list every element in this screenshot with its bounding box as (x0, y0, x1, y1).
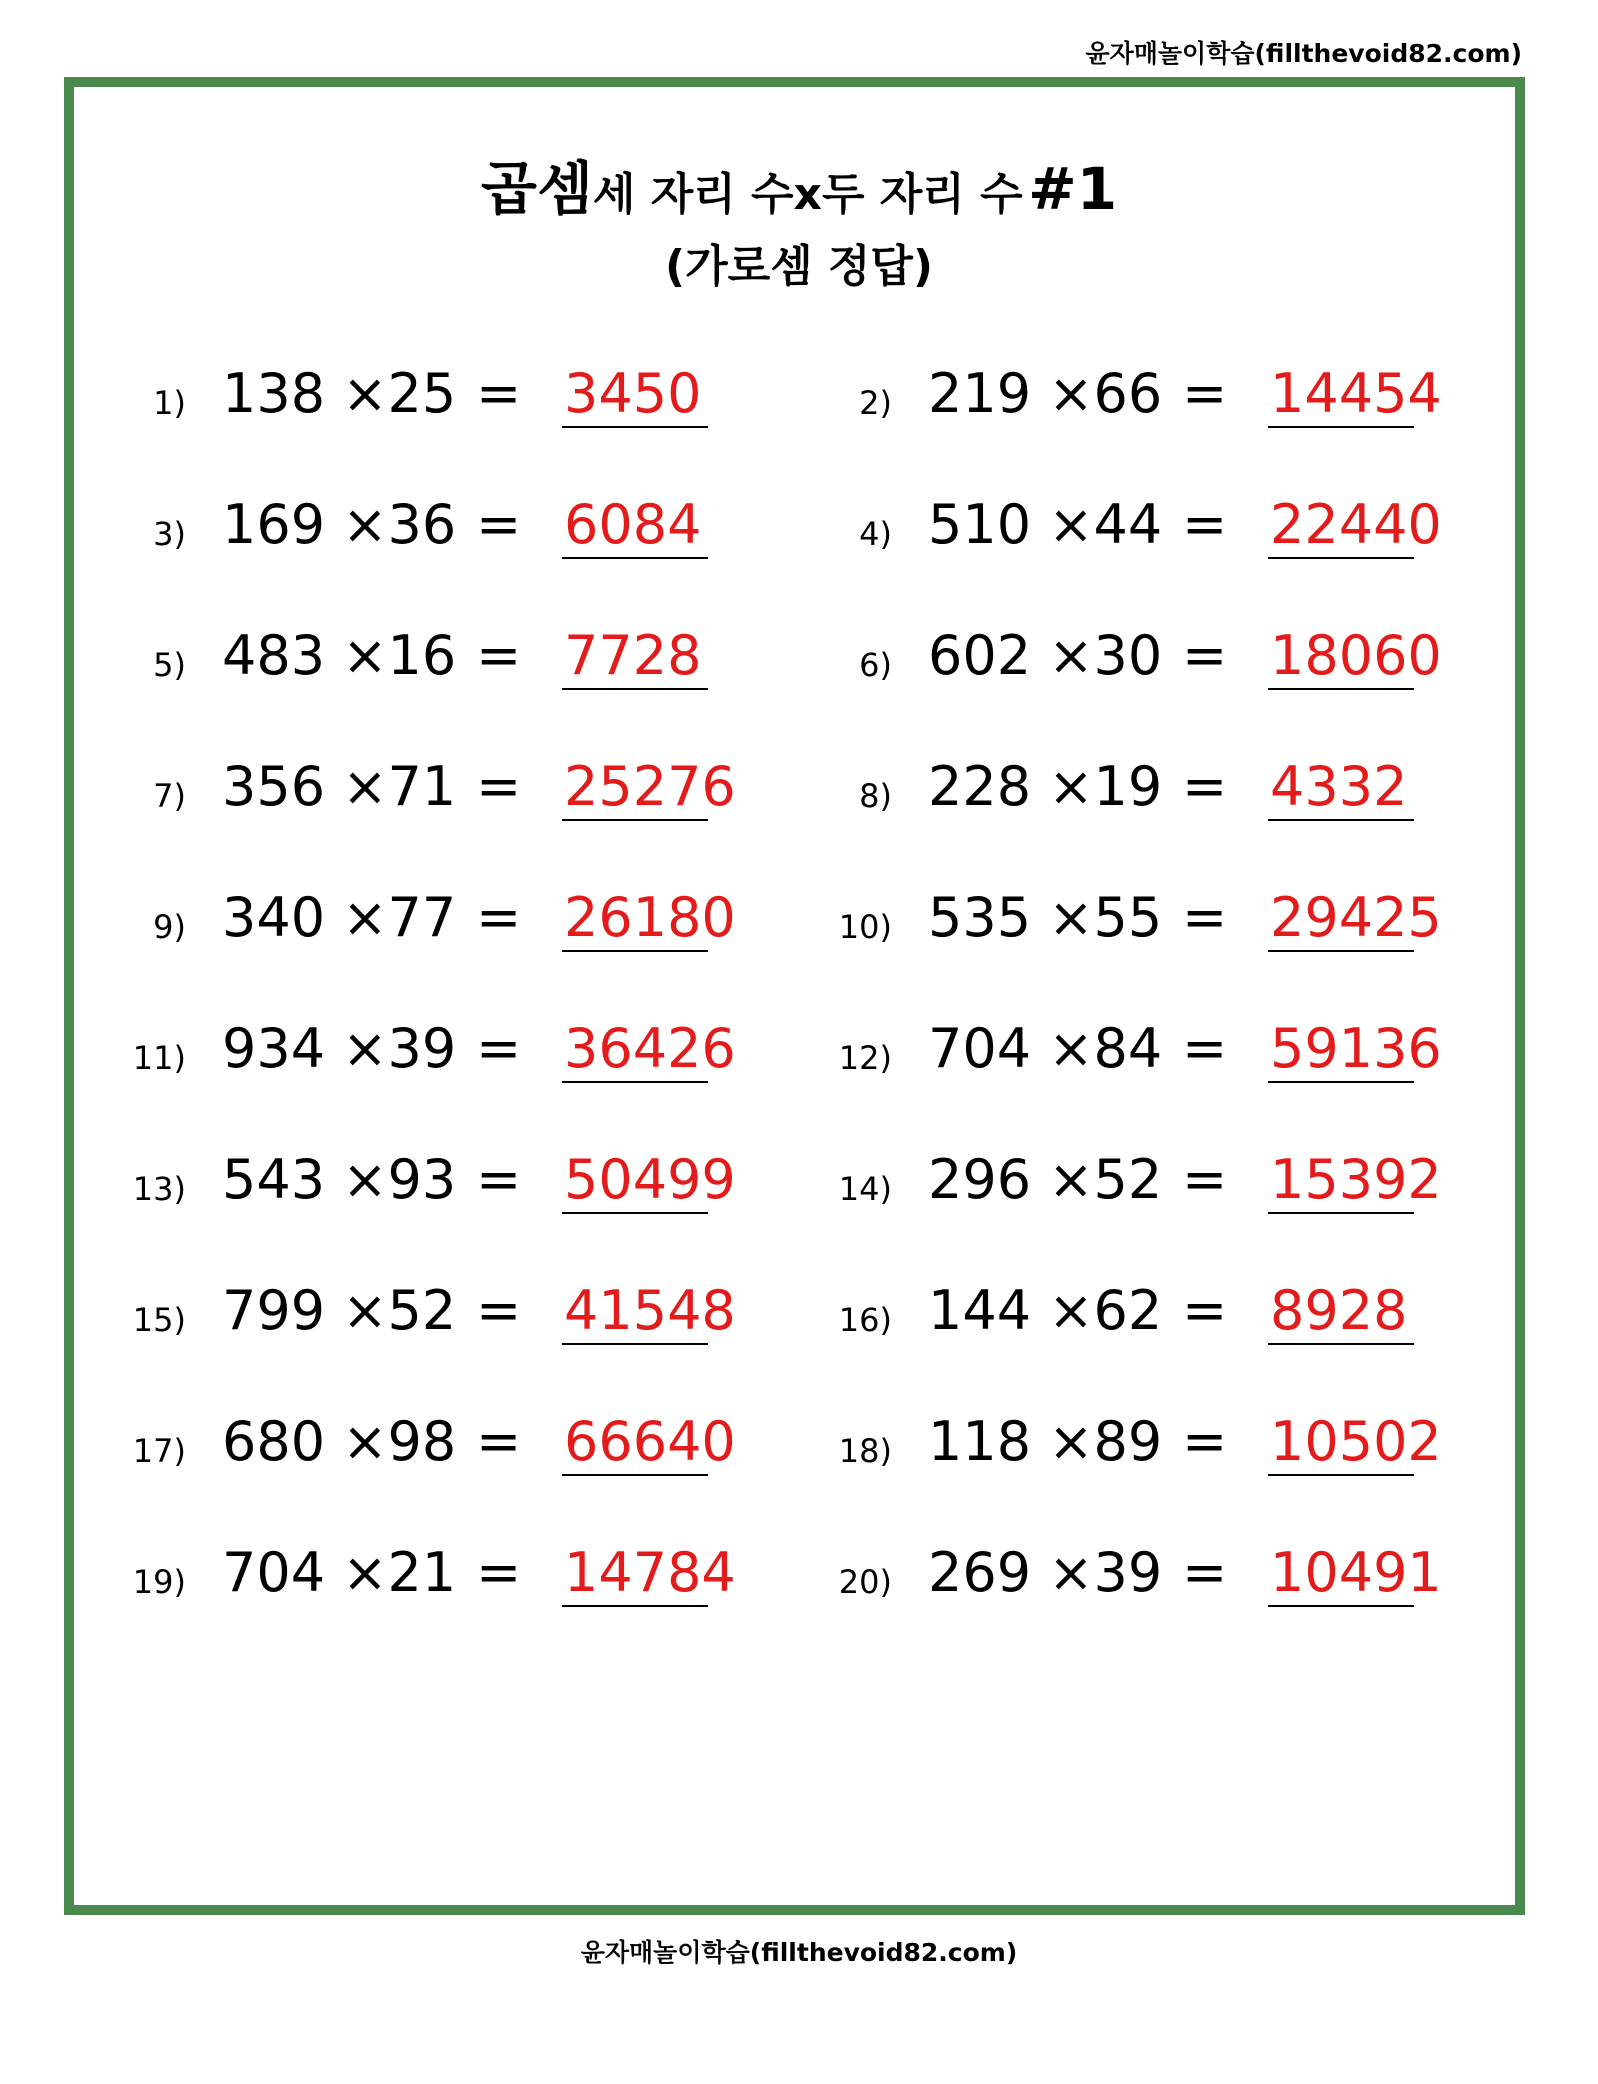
problem-expression: 483 ×16 (222, 624, 457, 687)
problem-expression: 144 ×62 (928, 1279, 1163, 1342)
problem-17 (0, 1410, 760, 1490)
problem-number: 18) (838, 1432, 892, 1470)
answer-blank (562, 950, 708, 952)
problem-number: 13) (132, 1170, 186, 1208)
problem-answer: 22440 (1270, 493, 1442, 556)
answer-blank (562, 557, 708, 559)
answer-blank (562, 688, 708, 690)
problem-answer: 59136 (1270, 1017, 1442, 1080)
equals-sign: = (1182, 362, 1228, 425)
equals-sign: = (476, 1541, 522, 1604)
problem-expression: 535 ×55 (928, 886, 1163, 949)
problem-answer: 29425 (1270, 886, 1442, 949)
problem-number: 11) (132, 1039, 186, 1077)
answer-blank (562, 819, 708, 821)
answer-blank (1268, 557, 1414, 559)
answer-blank (562, 1212, 708, 1214)
worksheet-frame (64, 77, 1525, 1915)
problem-1 (0, 362, 760, 442)
problem-expression: 934 ×39 (222, 1017, 457, 1080)
problem-answer: 36426 (564, 1017, 736, 1080)
problem-answer: 50499 (564, 1148, 736, 1211)
problem-expression: 340 ×77 (222, 886, 457, 949)
problem-number: 1) (153, 384, 186, 422)
problem-number: 16) (838, 1301, 892, 1339)
worksheet-subtitle: (가로셈 정답) (664, 241, 934, 292)
problem-expression: 704 ×84 (928, 1017, 1163, 1080)
problem-7 (0, 755, 760, 835)
problem-number: 4) (859, 515, 892, 553)
problem-9 (0, 886, 760, 966)
problem-expression: 510 ×44 (928, 493, 1163, 556)
problem-expression: 799 ×52 (222, 1279, 457, 1342)
header-site-credit: 윤자매놀이학습(fillthevoid82.com) (1085, 39, 1522, 68)
problem-expression: 704 ×21 (222, 1541, 457, 1604)
answer-blank (1268, 950, 1414, 952)
equals-sign: = (476, 755, 522, 818)
equals-sign: = (1182, 1148, 1228, 1211)
problem-13 (0, 1148, 760, 1228)
problem-14 (706, 1148, 1466, 1228)
equals-sign: = (476, 1017, 522, 1080)
answer-blank (1268, 1212, 1414, 1214)
problem-expression: 269 ×39 (928, 1541, 1163, 1604)
problem-expression: 543 ×93 (222, 1148, 457, 1211)
problem-5 (0, 624, 760, 704)
equals-sign: = (476, 624, 522, 687)
problem-expression: 118 ×89 (928, 1410, 1163, 1473)
problem-number: 14) (838, 1170, 892, 1208)
problem-number: 6) (859, 646, 892, 684)
problem-number: 5) (153, 646, 186, 684)
equals-sign: = (476, 886, 522, 949)
equals-sign: = (1182, 1017, 1228, 1080)
problem-number: 7) (153, 777, 186, 815)
equals-sign: = (1182, 886, 1228, 949)
equals-sign: = (476, 1148, 522, 1211)
problem-15 (0, 1279, 760, 1359)
answer-blank (1268, 1474, 1414, 1476)
problem-number: 10) (838, 908, 892, 946)
problem-expression: 219 ×66 (928, 362, 1163, 425)
problem-number: 15) (132, 1301, 186, 1339)
answer-blank (562, 1081, 708, 1083)
answer-blank (562, 1605, 708, 1607)
problem-expression: 602 ×30 (928, 624, 1163, 687)
answer-blank (562, 1474, 708, 1476)
equals-sign: = (1182, 1279, 1228, 1342)
equals-sign: = (1182, 624, 1228, 687)
answer-blank (1268, 1605, 1414, 1607)
equals-sign: = (1182, 1410, 1228, 1473)
problem-11 (0, 1017, 760, 1097)
title-main: 곱셈 (480, 155, 593, 223)
problem-6 (706, 624, 1466, 704)
problem-4 (706, 493, 1466, 573)
problem-answer: 3450 (564, 362, 702, 425)
answer-blank (562, 426, 708, 428)
worksheet-title (0, 142, 1598, 226)
problem-8 (706, 755, 1466, 835)
problem-answer: 41548 (564, 1279, 736, 1342)
problem-expression: 228 ×19 (928, 755, 1163, 818)
problem-number: 20) (838, 1563, 892, 1601)
footer-site-credit: 윤자매놀이학습(fillthevoid82.com) (580, 1938, 1018, 1967)
problem-number: 12) (838, 1039, 892, 1077)
problem-number: 9) (153, 908, 186, 946)
problem-answer: 6084 (564, 493, 702, 556)
equals-sign: = (1182, 493, 1228, 556)
problem-answer: 14784 (564, 1541, 736, 1604)
problem-answer: 4332 (1270, 755, 1408, 818)
problem-expression: 296 ×52 (928, 1148, 1163, 1211)
answer-blank (1268, 688, 1414, 690)
title-description: 세 자리 수x두 자리 수 (592, 169, 1023, 220)
problem-answer: 7728 (564, 624, 702, 687)
problem-18 (706, 1410, 1466, 1490)
problem-12 (706, 1017, 1466, 1097)
problem-number: 17) (132, 1432, 186, 1470)
problem-answer: 8928 (1270, 1279, 1408, 1342)
answer-blank (562, 1343, 708, 1345)
problem-expression: 138 ×25 (222, 362, 457, 425)
problem-10 (706, 886, 1466, 966)
problem-3 (0, 493, 760, 573)
problem-number: 2) (859, 384, 892, 422)
problem-answer: 25276 (564, 755, 736, 818)
problem-answer: 26180 (564, 886, 736, 949)
equals-sign: = (1182, 1541, 1228, 1604)
problem-answer: 10491 (1270, 1541, 1442, 1604)
problem-20 (706, 1541, 1466, 1621)
equals-sign: = (476, 1410, 522, 1473)
answer-blank (1268, 426, 1414, 428)
problem-expression: 356 ×71 (222, 755, 457, 818)
problem-answer: 15392 (1270, 1148, 1442, 1211)
problem-answer: 18060 (1270, 624, 1442, 687)
problem-number: 19) (132, 1563, 186, 1601)
equals-sign: = (476, 1279, 522, 1342)
problem-19 (0, 1541, 760, 1621)
answer-blank (1268, 1081, 1414, 1083)
equals-sign: = (476, 362, 522, 425)
problem-answer: 66640 (564, 1410, 736, 1473)
problem-16 (706, 1279, 1466, 1359)
problem-answer: 14454 (1270, 362, 1442, 425)
title-number: #1 (1028, 155, 1118, 223)
problem-number: 8) (859, 777, 892, 815)
problem-answer: 10502 (1270, 1410, 1442, 1473)
equals-sign: = (476, 493, 522, 556)
problem-number: 3) (153, 515, 186, 553)
problem-expression: 169 ×36 (222, 493, 457, 556)
answer-blank (1268, 819, 1414, 821)
problem-expression: 680 ×98 (222, 1410, 457, 1473)
equals-sign: = (1182, 755, 1228, 818)
problem-2 (706, 362, 1466, 442)
answer-blank (1268, 1343, 1414, 1345)
